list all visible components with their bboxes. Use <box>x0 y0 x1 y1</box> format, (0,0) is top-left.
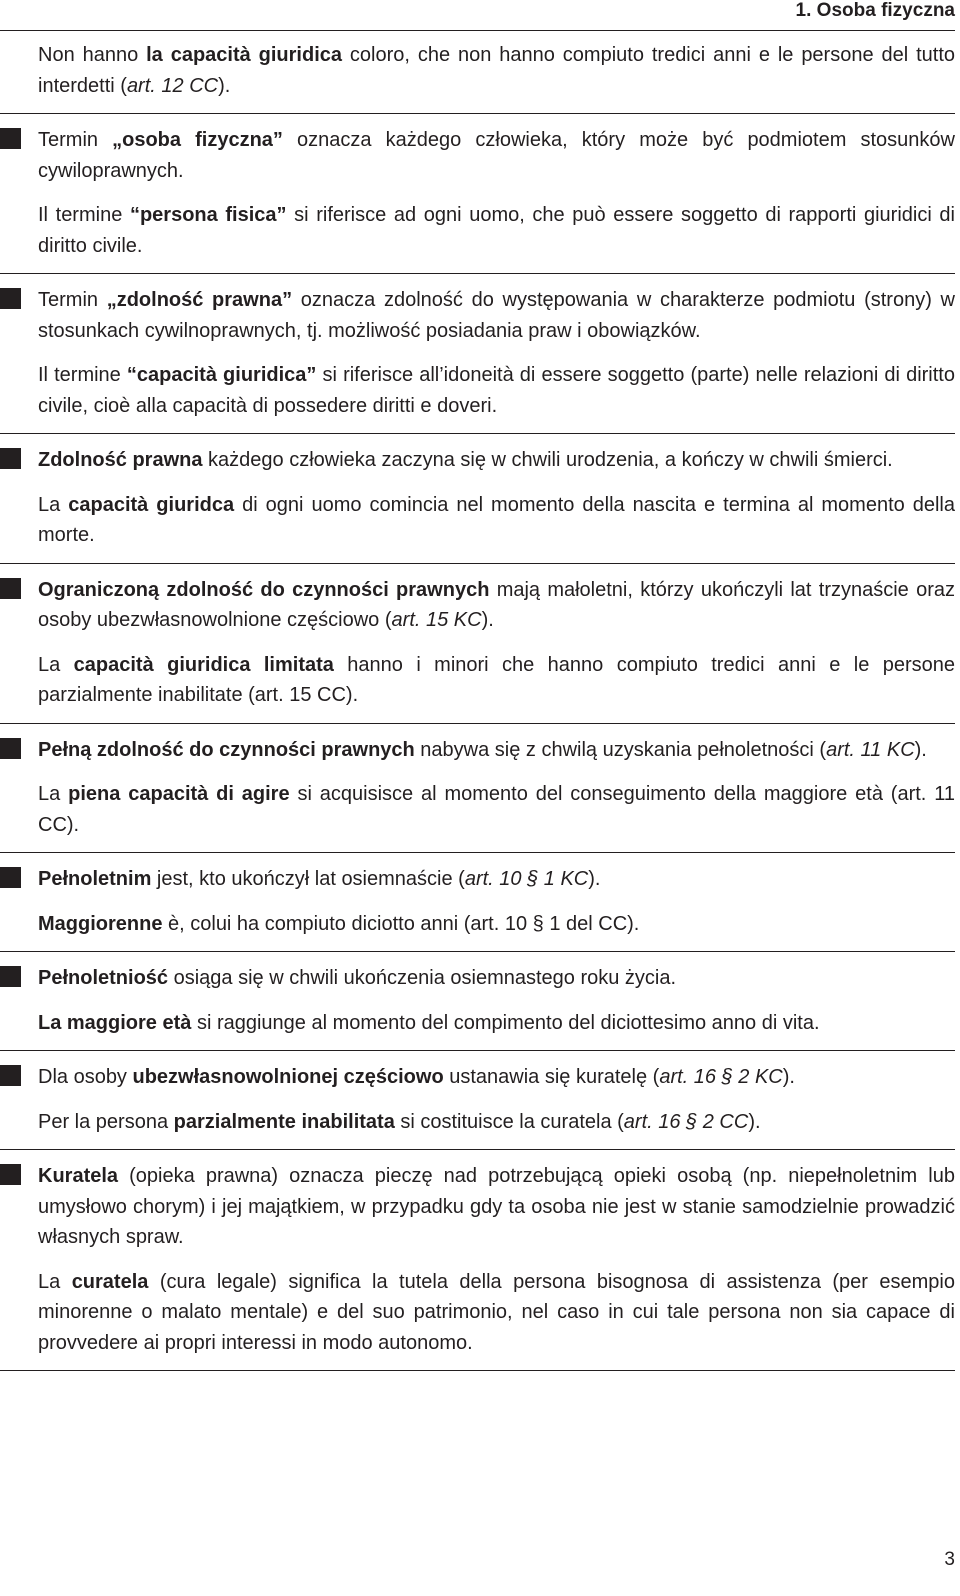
text-run: ). <box>914 738 927 761</box>
paragraph-polish <box>38 445 955 476</box>
square-bullet-icon <box>0 578 21 599</box>
page-header <box>0 0 955 31</box>
article-reference: art. 16 § 2 KC <box>659 1066 783 1088</box>
glossary-entry <box>0 434 955 564</box>
term-highlight: „zdolność prawna” <box>106 289 293 311</box>
glossary-entry <box>0 952 955 1051</box>
term-highlight: la capacità giuridica <box>146 44 343 66</box>
term-highlight: Kuratela <box>38 1165 119 1187</box>
text-run: La <box>38 1270 72 1293</box>
paragraph-italian <box>38 909 955 940</box>
term-highlight: Zdolność prawna <box>38 449 203 471</box>
square-bullet-icon <box>0 738 21 759</box>
text-run: Dla osoby <box>38 1066 133 1088</box>
text-run: (opieka prawna) oznacza pieczę nad potrzebującą opieki osobą (np. niepełnoletnim lub umysłowo chorym) i jej majątkiem, w przypadku gdy ta osoba nie jest w stanie samodzielnie prowadzić własnych spraw. <box>38 1165 955 1248</box>
square-bullet-icon <box>0 288 21 309</box>
text-run: oznacza każdego człowieka, który może być podmiotem stosunków cywiloprawnych. <box>38 129 955 182</box>
term-highlight: capacità giuridica limitata <box>73 653 334 676</box>
paragraph-polish <box>38 575 955 636</box>
term-highlight: parzialmente inabilitata <box>173 1110 395 1133</box>
glossary-content <box>0 31 955 1371</box>
paragraph-polish <box>38 125 955 186</box>
square-bullet-icon <box>0 1164 21 1185</box>
glossary-entry <box>0 1051 955 1150</box>
term-highlight: La maggiore età <box>38 1011 192 1034</box>
paragraph-polish <box>38 963 955 994</box>
term-highlight: “persona fisica” <box>129 204 287 226</box>
text-run: La <box>38 493 69 516</box>
term-highlight: “capacità giuridica” <box>126 364 317 386</box>
text-run: (cura legale) significa la tutela della persona bisognosa di assistenza (per esempio minorenne o malato mentale) e del suo patrimonio, nel caso in cui tale persona non sia capace di provvedere ai propri interessi in modo autonomo. <box>38 1270 955 1354</box>
glossary-entry <box>0 853 955 952</box>
term-highlight: capacità giuridca <box>68 493 235 516</box>
text-run: każdego człowieka zaczyna się w chwili urodzenia, a kończy w chwili śmierci. <box>202 449 893 471</box>
square-bullet-icon <box>0 867 21 888</box>
text-run: oznacza zdolność do występowania w charakterze podmiotu (strony) w stosunkach cywilnoprawnych, tj. możliwość posiadania praw i obowiązków. <box>38 289 956 342</box>
text-run: ). <box>588 868 601 890</box>
article-reference: art. 10 § 1 KC <box>464 868 589 890</box>
glossary-entry <box>0 1150 955 1371</box>
glossary-entry <box>0 114 955 274</box>
glossary-entry <box>0 564 955 724</box>
text-run: si riferisce ad ogni uomo, che può essere soggetto di rapporti giuridici di diritto civile. <box>38 204 955 257</box>
paragraph-polish <box>38 285 955 346</box>
text-run: ). <box>782 1066 795 1088</box>
paragraph-polish <box>38 40 955 101</box>
paragraph-italian <box>38 1008 955 1039</box>
text-run: di ogni uomo comincia nel momento della nascita e termina al momento della morte. <box>38 493 956 546</box>
paragraph-polish <box>38 864 955 895</box>
text-run: La <box>38 783 69 805</box>
article-reference: art. 11 KC <box>826 738 915 761</box>
term-highlight: ubezwłasnowolnionej częściowo <box>132 1066 444 1088</box>
paragraph-polish <box>38 735 955 766</box>
term-highlight: curatela <box>71 1270 149 1293</box>
text-run: La <box>38 653 74 676</box>
text-run: ). <box>218 74 231 97</box>
square-bullet-icon <box>0 1065 21 1086</box>
term-highlight: „osoba fizyczna” <box>112 129 283 151</box>
text-run: ). <box>481 609 494 631</box>
paragraph-italian <box>38 200 955 261</box>
paragraph-italian <box>38 1107 955 1138</box>
term-highlight: Pełną zdolność do czynności prawnych <box>38 738 415 761</box>
text-run: jest, kto ukończył lat osiemnaście ( <box>151 868 465 890</box>
text-run: si acquisisce al momento del conseguimento della maggiore età (art. 11 CC). <box>38 783 955 836</box>
text-run: si riferisce all’idoneità di essere soggetto (parte) nelle relazioni di diritto civile, cioè alla capacità di possedere diritti e doveri. <box>38 364 955 417</box>
paragraph-polish <box>38 1161 955 1253</box>
text-run: osiąga się w chwili ukończenia osiemnastego roku życia. <box>168 967 677 989</box>
text-run: è, colui ha compiuto diciotto anni (art. 10 § 1 del CC). <box>162 912 640 935</box>
text-run: Termin <box>38 129 113 151</box>
term-highlight: Maggiorenne <box>38 912 163 935</box>
text-run: Non hanno <box>38 44 147 66</box>
square-bullet-icon <box>0 128 21 149</box>
square-bullet-icon <box>0 966 21 987</box>
paragraph-polish <box>38 1062 955 1093</box>
text-run: hanno i minori che hanno compiuto tredici anni e le persone parzialmente inabilitate (art. 15 CC). <box>38 653 955 706</box>
term-highlight: piena capacità di agire <box>68 783 290 805</box>
square-bullet-icon <box>0 448 21 469</box>
text-run: ). <box>748 1110 761 1133</box>
paragraph-italian <box>38 650 955 711</box>
paragraph-italian <box>38 490 955 551</box>
text-run: si raggiunge al momento del compimento del diciottesimo anno di vita. <box>191 1011 820 1034</box>
glossary-entry <box>0 274 955 434</box>
term-highlight: Pełnoletnim <box>38 868 152 890</box>
text-run: Per la persona <box>38 1110 174 1133</box>
text-run: ustanawia się kuratelę ( <box>443 1066 660 1088</box>
term-highlight: Pełnoletniość <box>38 967 169 989</box>
text-run: Il termine <box>38 364 127 386</box>
paragraph-italian <box>38 779 955 840</box>
chapter-title: 1. Osoba fizyczna <box>795 0 955 21</box>
glossary-entry <box>0 31 955 114</box>
text-run: coloro, che non hanno compiuto tredici anni e le persone del tutto interdetti ( <box>38 44 955 97</box>
text-run: Termin <box>38 289 107 311</box>
text-run: Il termine <box>38 204 130 226</box>
text-run: mają małoletni, którzy ukończyli lat trzynaście oraz osoby ubezwłasnowolnione częściowo ( <box>38 578 955 631</box>
article-reference: art. 12 CC <box>126 74 219 97</box>
glossary-entry <box>0 724 955 854</box>
article-reference: art. 16 § 2 CC <box>623 1110 749 1133</box>
paragraph-italian <box>38 1267 955 1359</box>
article-reference: art. 15 KC <box>391 609 482 631</box>
page-number: 3 <box>944 1549 955 1570</box>
text-run: si costituisce la curatela ( <box>394 1110 624 1133</box>
term-highlight: Ograniczoną zdolność do czynności prawnych <box>38 578 490 601</box>
text-run: nabywa się z chwilą uzyskania pełnoletności ( <box>414 738 827 761</box>
paragraph-italian <box>38 360 955 421</box>
